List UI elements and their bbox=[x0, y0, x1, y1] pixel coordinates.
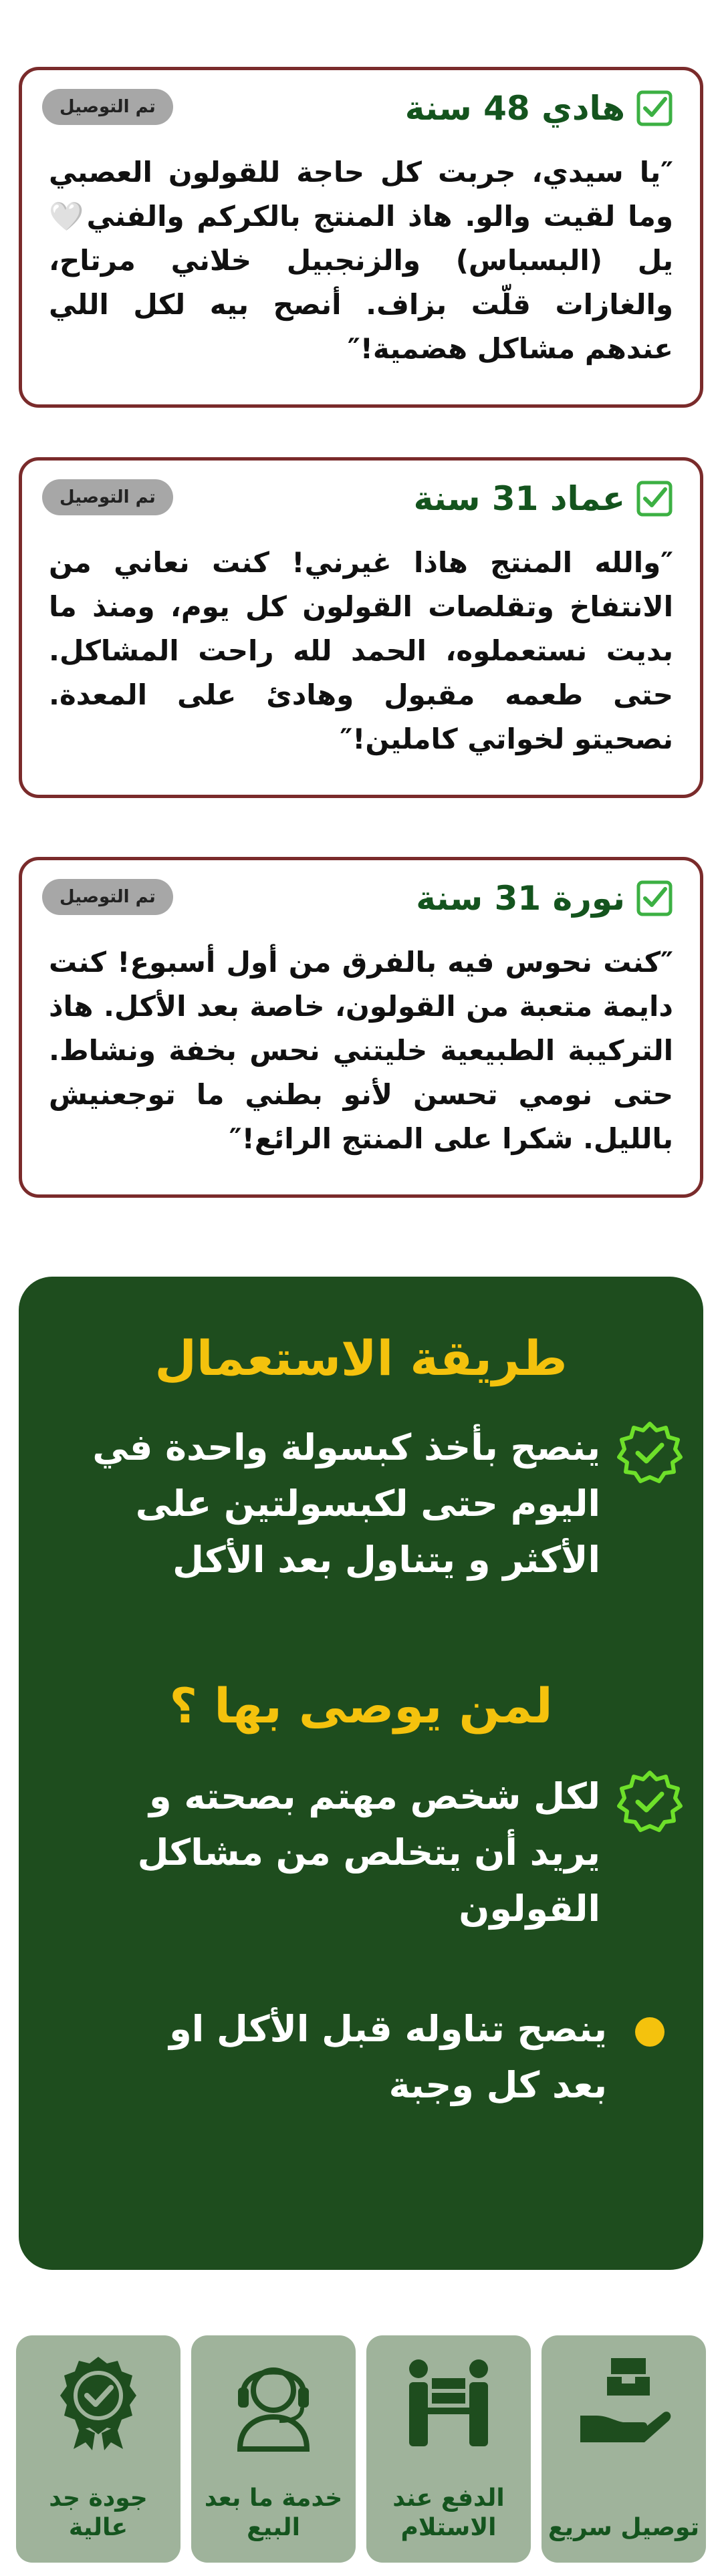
review-text: ″كنت نحوس فيه بالفرق من أول أسبوع! كنت دايمة متعبة من القولون، خاصة بعد الأكل. هاذ التركيبة الطبيعية خليتني نحس بخفة ونشاط. حتى نومي تحسن لأنو بطني ما توجعنيش بالليل. شكرا على المنتج الرائع!″ bbox=[49, 946, 673, 1155]
quality-badge-icon bbox=[48, 2351, 148, 2452]
review-title bbox=[414, 479, 673, 518]
feature-label: توصيل سريع bbox=[548, 2514, 700, 2541]
feature-delivery bbox=[542, 2335, 706, 2563]
usage-text: ينصح بأخذ كبسولة واحدة في اليوم حتى لكبسولتين على الأكثر و يتناول بعد الأكل bbox=[92, 1426, 600, 1581]
delivered-badge: تم التوصيل bbox=[42, 879, 173, 915]
usage-item bbox=[82, 1420, 683, 1588]
checkbox-check-icon bbox=[636, 90, 673, 127]
review-text: ″والله المنتج هاذا غيرني! كنت نعاني من الانتفاخ وتقلصات القولون كل يوم، ومنذ ما بديت نستعملوه، الحمد لله راحت المشاكل. حتى طعمه مقبول وهادئ على المعدة. نصحيتو لخواتي كاملين!″ bbox=[49, 546, 673, 755]
feature-label: خدمة ما بعد البيع bbox=[204, 2484, 343, 2541]
delivery-hand-icon bbox=[574, 2351, 674, 2452]
reviewer-name: هادي 48 سنة bbox=[404, 89, 625, 128]
feature-quality bbox=[16, 2335, 180, 2563]
review-card bbox=[19, 457, 703, 798]
review-text: ″يا سيدي، جربت كل حاجة للقولون العصبي وما لقيت والو. هاذ المنتج بالكركم والفني🤍يل (البسباس) والزنجبيل خلاني مرتاح، والغازات قلّت بزاف. أنصح بيه لكل اللي عندهم مشاكل هضمية!″ bbox=[49, 156, 673, 365]
reviewer-name: عماد 31 سنة bbox=[413, 479, 625, 518]
check-seal-icon bbox=[616, 1769, 683, 1835]
recommended-item bbox=[82, 1769, 683, 1937]
review-title bbox=[405, 89, 673, 128]
reviewer-name: نورة 31 سنة bbox=[416, 879, 625, 918]
checkbox-check-icon bbox=[636, 480, 673, 517]
review-title bbox=[416, 879, 673, 918]
feature-cod bbox=[366, 2335, 531, 2563]
recommended-item bbox=[82, 2001, 683, 2113]
feature-label: الدفع عند الاستلام bbox=[392, 2484, 505, 2541]
delivered-badge: تم التوصيل bbox=[42, 479, 173, 515]
recommended-heading: لمن يوصى بها ؟ bbox=[169, 1678, 553, 1734]
headset-support-icon bbox=[223, 2351, 324, 2452]
check-seal-icon bbox=[616, 1420, 683, 1487]
feature-label: جودة جد عالية bbox=[49, 2484, 148, 2541]
review-card bbox=[19, 857, 703, 1198]
feature-support bbox=[191, 2335, 356, 2563]
review-card bbox=[19, 67, 703, 408]
usage-heading: طريقة الاستعمال bbox=[154, 1330, 568, 1386]
usage-panel bbox=[19, 1277, 703, 2270]
recommended-text: ينصح تناوله قبل الأكل او بعد كل وجبة bbox=[169, 2008, 607, 2106]
recommended-text: لكل شخص مهتم بصحته و يريد أن يتخلص من مشاكل القولون bbox=[137, 1775, 600, 1930]
delivered-badge: تم التوصيل bbox=[42, 89, 173, 125]
cash-on-delivery-icon bbox=[398, 2351, 499, 2452]
checkbox-check-icon bbox=[636, 880, 673, 917]
features-row bbox=[16, 2335, 706, 2563]
bullet-dot-icon bbox=[635, 2017, 665, 2047]
